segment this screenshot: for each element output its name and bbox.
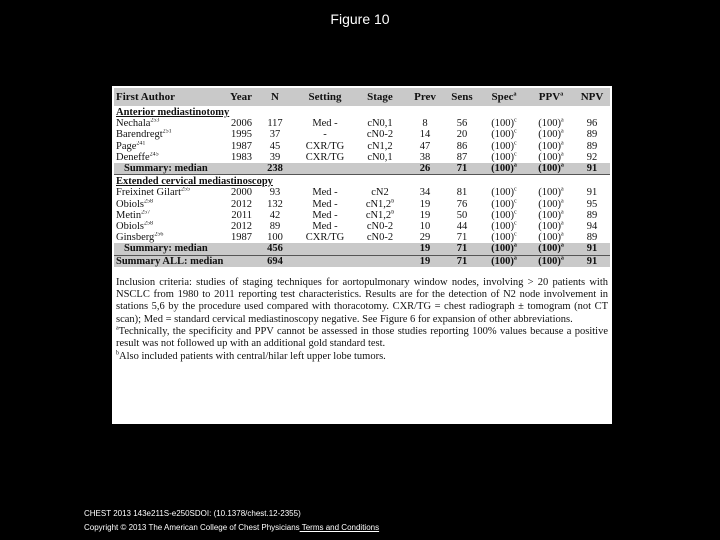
overall-summary-row	[114, 255, 610, 267]
prev-cell: 8	[422, 118, 428, 130]
author-cell: Freixinet Gilart$^{255}$	[116, 187, 191, 199]
spec-cell: $(100)^c$	[491, 151, 517, 163]
ppv-cell: $(100)^a$	[538, 151, 564, 163]
setting-cell: CXR/TG	[305, 140, 345, 152]
stage-cell: cN0-2	[366, 129, 394, 141]
sens-cell: 71	[456, 232, 468, 244]
year-cell: 2012	[231, 221, 252, 233]
summary-sens-cell: 71	[444, 163, 480, 175]
n-cell: 37	[269, 129, 281, 141]
summary-spec-cell: $(100)^a$	[480, 163, 528, 175]
npv-cell: 94	[586, 221, 598, 233]
sens-cell: 50	[456, 209, 468, 221]
ppv-cell: $(100)^a$	[538, 129, 564, 141]
header-setting: Setting	[308, 91, 342, 103]
header-npv: NPV	[580, 91, 604, 103]
year-cell: 2006	[231, 118, 252, 130]
staging-results-table	[114, 88, 610, 267]
ppv-cell: $(100)^a$	[538, 140, 564, 152]
header-year: Year	[230, 91, 252, 103]
npv-cell: 96	[586, 118, 598, 130]
author-cell: Ginsberg$^{256}$	[116, 232, 164, 244]
section-title: Anterior mediastinotomy	[116, 107, 230, 118]
sens-cell: 87	[456, 151, 468, 163]
summary-label: Summary: median	[114, 163, 254, 175]
ppv-cell: $(100)^a$	[538, 221, 564, 233]
setting-cell: Med -	[312, 118, 338, 130]
summary-prev-cell: 26	[406, 163, 444, 175]
terms-link[interactable]: Terms and Conditions	[299, 523, 380, 532]
ppv-cell: $(100)^a$	[538, 118, 564, 130]
n-cell: 39	[269, 151, 281, 163]
prev-cell: 38	[419, 151, 431, 163]
table-row	[114, 187, 610, 198]
summary-row	[114, 243, 610, 255]
table-row	[114, 210, 610, 221]
spec-cell: $(100)^c$	[491, 209, 517, 221]
header-n: N	[271, 91, 279, 103]
ppv-cell: $(100)^a$	[538, 232, 564, 244]
stage-cell: cN0,1	[367, 151, 393, 163]
section-header-row	[114, 106, 610, 118]
prev-cell: 14	[419, 129, 431, 141]
table-body	[114, 106, 610, 267]
table-row	[114, 221, 610, 232]
author-cell: Metin$^{257}$	[116, 209, 151, 221]
overall-label: Summary ALL: median	[114, 255, 254, 267]
summary-setting-empty	[296, 243, 354, 255]
spec-cell: $(100)^c$	[491, 198, 517, 210]
stage-cell: cN0-2	[366, 232, 394, 244]
header-ppv: PPV$^a$	[538, 91, 564, 103]
header-first-author: First Author	[116, 91, 175, 103]
stage-cell: cN0-2	[366, 221, 394, 233]
stage-cell: cN2	[371, 187, 389, 199]
n-cell: 132	[267, 198, 283, 210]
overall-spec-cell: $(100)^a$	[480, 255, 528, 267]
summary-ppv-cell: $(100)^a$	[528, 243, 574, 255]
n-cell: 45	[269, 140, 281, 152]
npv-cell: 95	[586, 198, 598, 210]
prev-cell: 47	[419, 140, 431, 152]
year-cell: 2000	[231, 187, 252, 199]
figure-credits	[84, 507, 379, 535]
section-title: Extended cervical mediastinoscopy	[114, 175, 610, 188]
npv-cell: 89	[586, 232, 598, 244]
citation-line: CHEST 2013 143e211S-e250SDOI: (10.1378/chest.12-2355)	[84, 509, 301, 518]
table-footnotes	[116, 277, 608, 363]
copyright-text: Copyright © 2013 The American College of Chest Physicians	[84, 523, 300, 532]
stage-cell: cN0,1	[367, 118, 393, 130]
spec-cell: $(100)^c$	[491, 140, 517, 152]
author-cell: Obiols$^{258}$	[116, 198, 154, 210]
summary-ppv-cell: $(100)^a$	[528, 163, 574, 175]
summary-label: Summary: median	[114, 243, 254, 255]
stage-cell: cN1,2$^b$	[365, 209, 395, 221]
overall-sens-cell: 71	[444, 255, 480, 267]
npv-cell: 91	[586, 187, 598, 199]
spec-cell: $(100)^c$	[491, 118, 517, 130]
overall-ppv-cell: $(100)^a$	[528, 255, 574, 267]
table-header-row	[114, 88, 610, 106]
author-cell: Nechala$^{253}$	[116, 118, 160, 130]
prev-cell: 10	[419, 221, 431, 233]
stage-cell: cN1,2	[367, 140, 393, 152]
overall-setting-empty	[296, 255, 354, 267]
table-row	[114, 199, 610, 210]
summary-sens-cell: 71	[444, 243, 480, 255]
year-cell: 2012	[231, 198, 252, 210]
author-cell: Barendregt$^{251}$	[116, 129, 172, 141]
summary-setting-empty	[296, 163, 354, 175]
setting-cell: -	[323, 129, 327, 141]
sens-cell: 56	[456, 118, 468, 130]
header-sens: Sens	[451, 91, 473, 103]
table-row	[114, 152, 610, 163]
year-cell: 1983	[231, 151, 252, 163]
summary-n-cell: 456	[254, 243, 296, 255]
spec-cell: $(100)^c$	[491, 232, 517, 244]
author-cell: Deneffe$^{245}$	[116, 151, 159, 163]
setting-cell: Med -	[312, 187, 338, 199]
table-row	[114, 118, 610, 129]
header-stage: Stage	[367, 91, 393, 103]
section-header-row	[114, 175, 610, 188]
author-cell: Obiols$^{258}$	[116, 221, 154, 233]
author-cell: Page$^{241}$	[116, 140, 146, 152]
npv-cell: 89	[586, 209, 598, 221]
setting-cell: CXR/TG	[305, 232, 345, 244]
summary-npv-cell: 91	[574, 163, 610, 175]
year-cell: 1987	[231, 232, 252, 244]
n-cell: 89	[269, 221, 281, 233]
prev-cell: 19	[419, 209, 431, 221]
year-cell: 1995	[231, 129, 252, 141]
npv-cell: 92	[586, 151, 598, 163]
figure-title: Figure 10	[330, 11, 390, 27]
year-cell: 2011	[231, 209, 252, 221]
overall-npv-cell: 91	[574, 255, 610, 267]
header-prev: Prev	[414, 91, 436, 103]
year-cell: 1987	[231, 140, 252, 152]
summary-prev-cell: 19	[406, 243, 444, 255]
table-row	[114, 141, 610, 152]
table-row	[114, 232, 610, 243]
ppv-cell: $(100)^a$	[538, 209, 564, 221]
n-cell: 42	[269, 209, 281, 221]
ppv-cell: $(100)^a$	[538, 187, 564, 199]
spec-cell: $(100)^c$	[491, 221, 517, 233]
setting-cell: Med -	[312, 221, 338, 233]
setting-cell: Med -	[312, 198, 338, 210]
prev-cell: 34	[419, 187, 431, 199]
overall-prev-cell: 19	[406, 255, 444, 267]
ppv-cell: $(100)^a$	[538, 198, 564, 210]
sens-cell: 86	[456, 140, 468, 152]
copyright-line	[84, 521, 379, 535]
summary-stage-empty	[354, 163, 406, 175]
summary-row	[114, 163, 610, 175]
n-cell: 93	[269, 187, 281, 199]
npv-cell: 89	[586, 140, 598, 152]
n-cell: 117	[267, 118, 283, 130]
footnote: $^a$Technically, the specificity and PPV cannot be assessed in those studies reporting 100% values because a positive result was not followed up with an additional gold standard test.	[116, 325, 608, 350]
sens-cell: 44	[456, 221, 468, 233]
summary-n-cell: 238	[254, 163, 296, 175]
table-row	[114, 129, 610, 140]
n-cell: 100	[267, 232, 283, 244]
header-spec: Spec$^a$	[491, 91, 517, 103]
summary-npv-cell: 91	[574, 243, 610, 255]
footnote: Inclusion criteria: studies of staging techniques for aortopulmonary window nodes, involving > 20 patients with NSCLC from 1980 to 2011 reporting test characteristics. Results are for the detection of N2 node involvement in stations 5,6 by the procedure used compared with thoracotomy. CXR/TG = chest radiograph ± tomogram (not CT scan); Med = standard cervical mediastinoscopy negative. See Figure 6 for expansion of other abbreviations.	[116, 276, 608, 325]
footnote: $^b$Also included patients with central/hilar left upper lobe tumors.	[116, 350, 386, 362]
prev-cell: 19	[419, 198, 431, 210]
spec-cell: $(100)^c$	[491, 187, 517, 199]
overall-n-cell: 694	[254, 255, 296, 267]
prev-cell: 29	[419, 232, 431, 244]
sens-cell: 76	[456, 198, 468, 210]
setting-cell: Med -	[312, 209, 338, 221]
sens-cell: 20	[456, 129, 468, 141]
summary-stage-empty	[354, 243, 406, 255]
setting-cell: CXR/TG	[305, 151, 345, 163]
sens-cell: 81	[456, 187, 468, 199]
summary-spec-cell: $(100)^a$	[480, 243, 528, 255]
stage-cell: cN1,2$^b$	[365, 198, 395, 210]
overall-stage-empty	[354, 255, 406, 267]
table-figure-panel	[112, 86, 612, 424]
npv-cell: 89	[586, 129, 598, 141]
spec-cell: $(100)^c$	[491, 129, 517, 141]
